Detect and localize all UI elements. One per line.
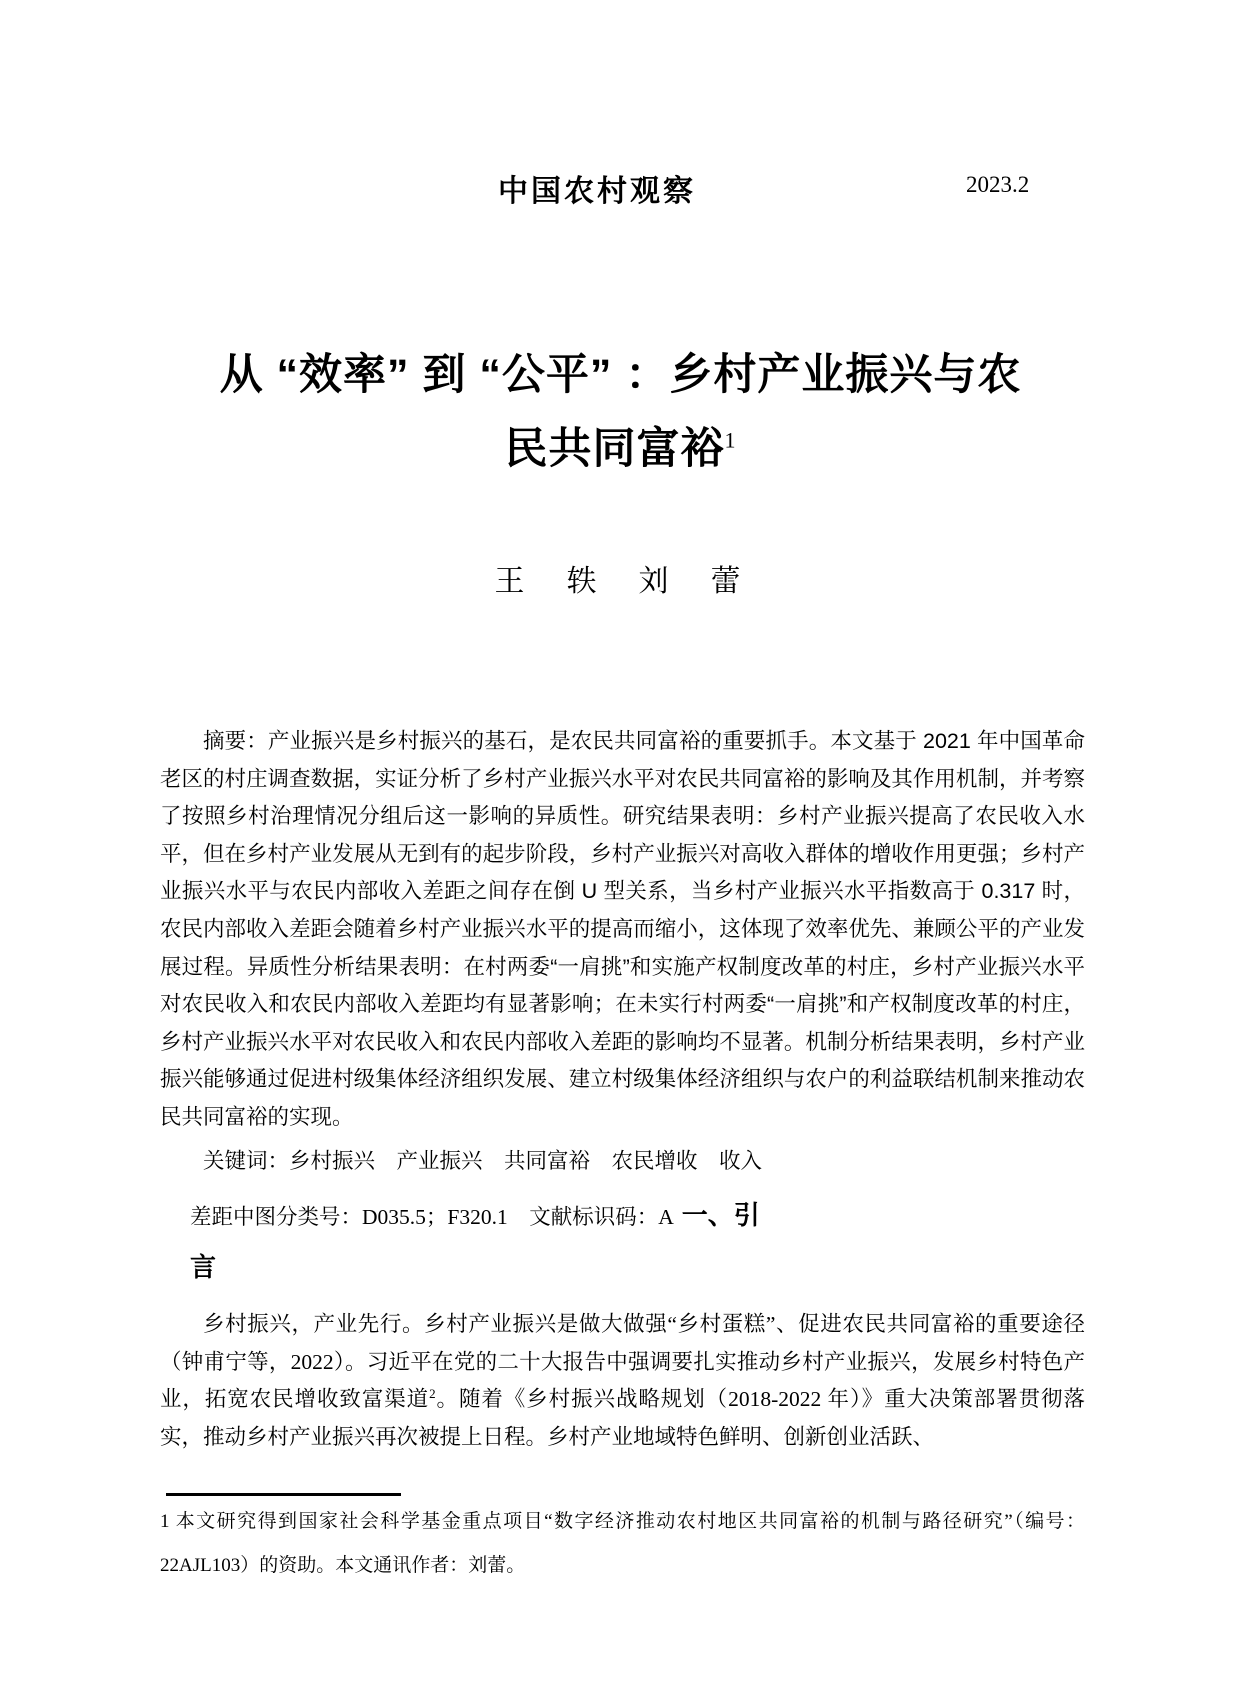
journal-logo: 中国农村观察: [498, 175, 696, 208]
title-footnote-mark: 1: [724, 427, 737, 453]
intro-paragraph: [160, 1306, 1085, 1456]
page-header: [0, 166, 1240, 208]
article-title-line1: 从 “效率” 到 “公平” ：乡村产业振兴与农: [219, 351, 1022, 399]
classification-label2: 文献标识码：: [507, 1205, 659, 1230]
article-title-line2: 民共同富裕: [504, 425, 725, 473]
section-heading-continuation: 言: [190, 1252, 217, 1283]
keywords-line: 关键词：乡村振兴 产业振兴 共同富裕 农民增收 收入: [203, 1148, 763, 1173]
classification-label1: 差距中图分类号：: [190, 1205, 363, 1230]
footnote-text: 1 本文研究得到国家社会科学基金重点项目“数字经济推动农村地区共同富裕的机制与路径研究”（编号：22AJL103）的资助。本文通讯作者：刘蕾。: [160, 1511, 1085, 1576]
footnote-divider: [166, 1493, 401, 1496]
abstract-label: 摘要：: [203, 729, 268, 753]
article-body: [160, 723, 1085, 1457]
intro-text-part1: 乡村振兴，产业先行。乡村产业振兴是做大做强“乡村蛋糕”、促进农民共同富裕的重要途径（钟甫宁等，2022）。习近平在党的二十大报告中强调要扎实推动乡村产业振兴，发展乡村特色产业，拓宽农民增收致富渠道: [160, 1312, 1085, 1412]
abstract-text: 产业振兴是乡村振兴的基石，是农民共同富裕的重要抓手。本文基于 2021 年中国革命老区的村庄调查数据，实证分析了乡村产业振兴水平对农民共同富裕的影响及其作用机制，并考察了按照乡村治理情况分组后这一影响的异质性。研究结果表明：乡村产业振兴提高了农民收入水平，但在乡村产业发展从无到有的起步阶段，乡村产业振兴对高收入群体的增收作用更强；乡村产业振兴水平与农民内部收入差距之间存在倒 U 型关系，当乡村产业振兴水平指数高于 0.317 时，农民内部收入差距会随着乡村产业振兴水平的提高而缩小，这体现了效率优先、兼顾公平的产业发展过程。异质性分析结果表明：在村两委“一肩挑”和实施产权制度改革的村庄，乡村产业振兴水平对农民收入和农民内部收入差距均有显著影响；在未实行村两委“一肩挑”和产权制度改革的村庄，乡村产业振兴水平对农民收入和农民内部收入差距的影响均不显著。机制分析结果表明，乡村产业振兴能够通过促进村级集体经济组织发展、建立村级集体经济组织与农户的利益联结机制来推动农民共同富裕的实现。: [160, 729, 1085, 1129]
footnote-area: [160, 1493, 1085, 1588]
intro-text-part2: 。随着《乡村振兴战略规划（2018-2022 年）》重大决策部署贯彻落实，推动乡村产业振兴再次被提上日程。乡村产业地域特色鲜明、创新创业活跃、: [160, 1387, 1085, 1449]
abstract-paragraph: [160, 723, 1085, 1137]
authors: 王 轶 刘 蕾: [494, 565, 747, 598]
classification-line: [160, 1190, 1085, 1242]
article-title: [158, 338, 1083, 486]
section-heading-inline: 一、引: [681, 1200, 760, 1231]
issue-number: 2023.2: [966, 172, 1030, 197]
classification-code1: D035.5；F320.1: [362, 1205, 508, 1230]
classification-code2: A: [658, 1205, 674, 1230]
intro-footnote-mark: 2: [429, 1386, 436, 1402]
